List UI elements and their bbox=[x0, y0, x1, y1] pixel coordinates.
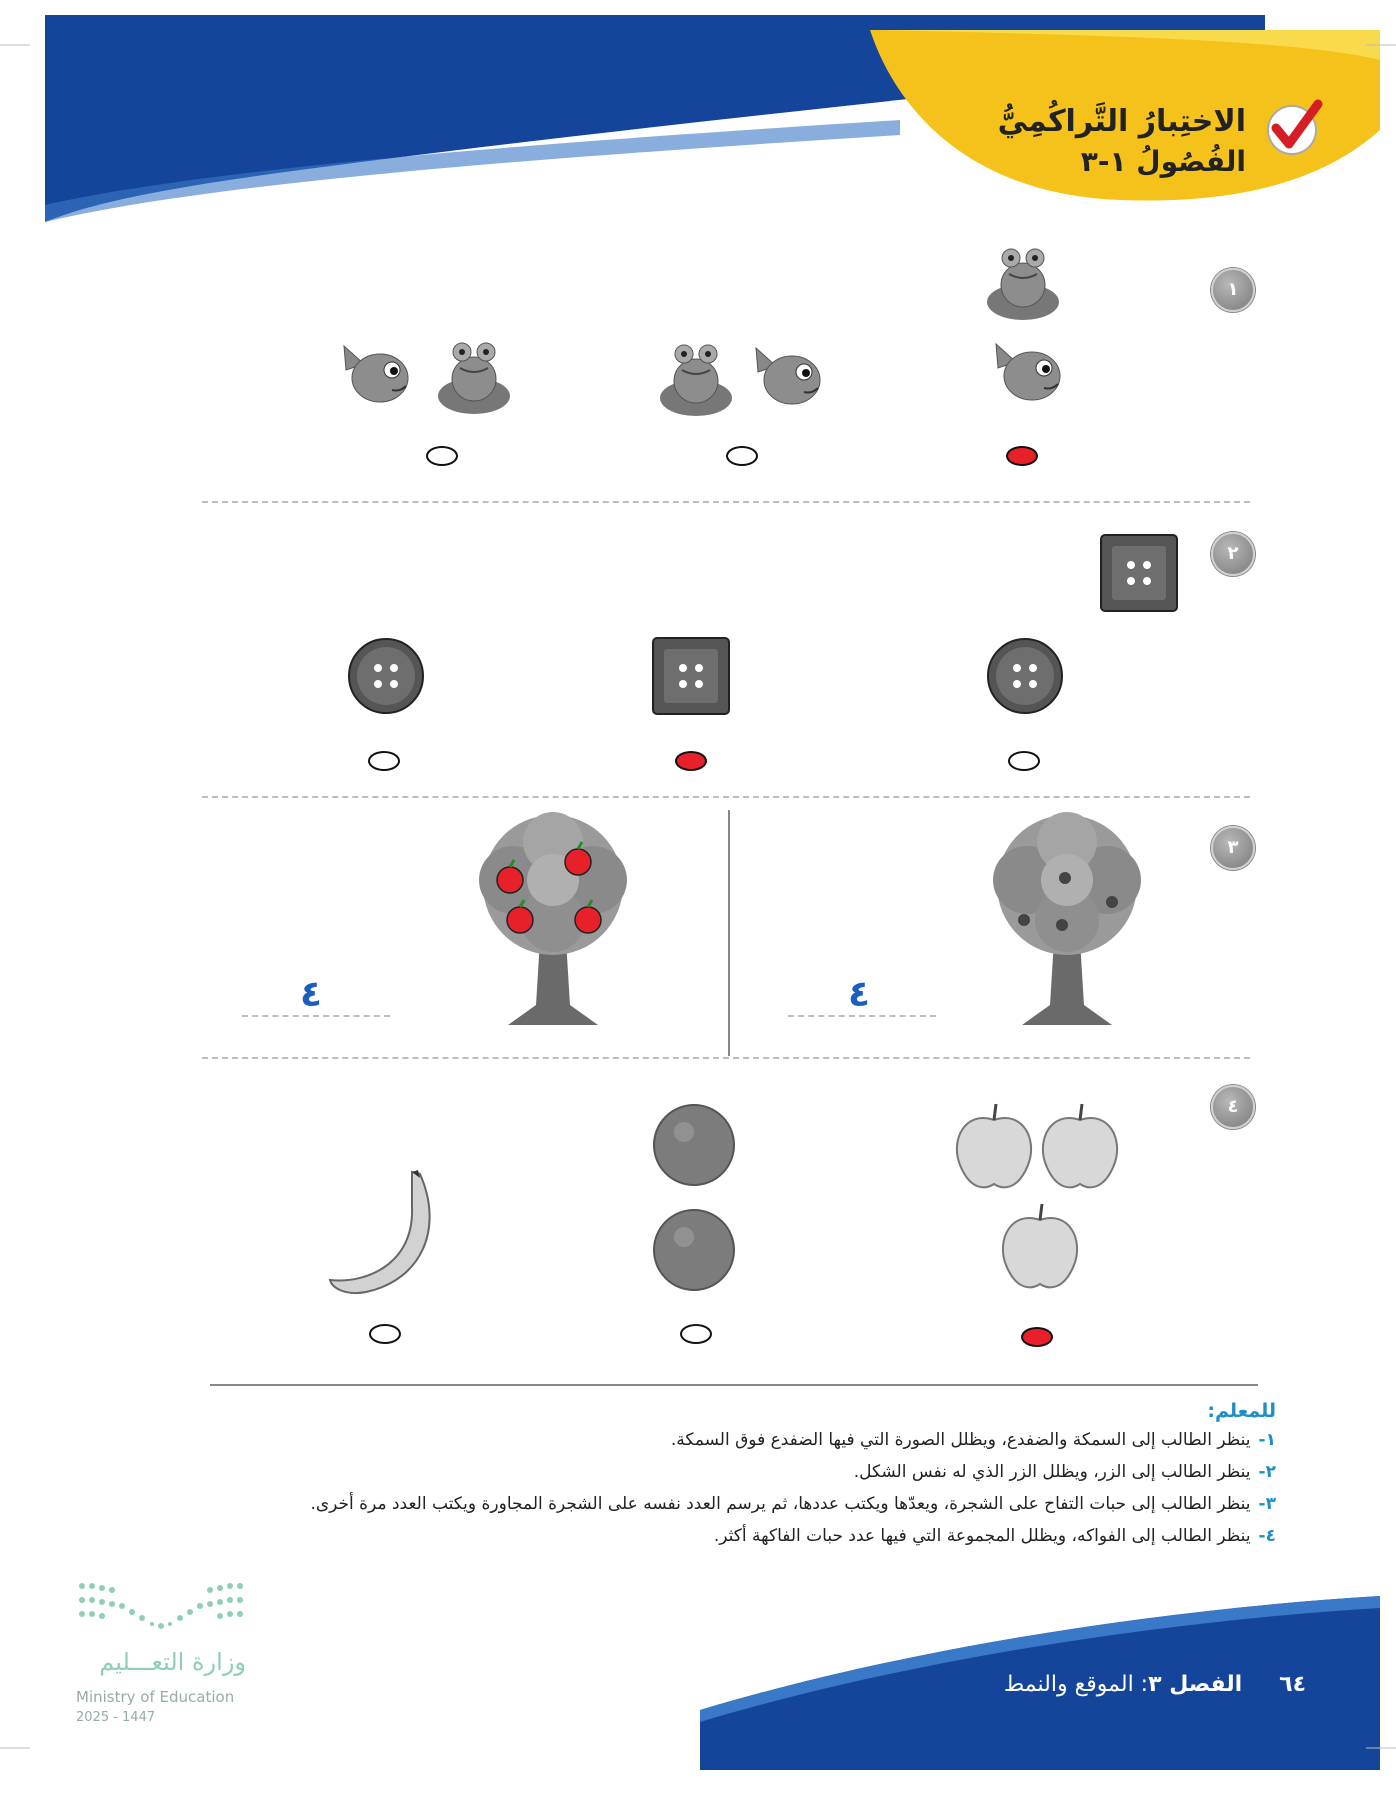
answer-bubble-4a[interactable] bbox=[369, 1324, 401, 1344]
answer-bubble-4b[interactable] bbox=[680, 1324, 712, 1344]
page-title bbox=[998, 104, 1246, 178]
vertical-divider bbox=[728, 810, 730, 1056]
title-line-2: الفُصُولُ ١-٣ bbox=[1080, 145, 1246, 178]
chapter-title: : الموقع والنمط bbox=[1003, 1672, 1149, 1697]
apple-group-icon bbox=[950, 1100, 1130, 1310]
answer-line bbox=[242, 1015, 390, 1017]
banana-icon bbox=[326, 1168, 446, 1298]
answer-bubble-1a[interactable] bbox=[426, 446, 458, 466]
checkmark-icon bbox=[1262, 96, 1324, 158]
divider bbox=[202, 1057, 1250, 1059]
question-number-2: ٢ bbox=[1211, 532, 1255, 576]
orange-group-icon bbox=[650, 1100, 738, 1295]
title-line-1: الاختِبارُ التَّراكُمِيُّ bbox=[997, 104, 1246, 139]
answer-bubble-1c[interactable] bbox=[1006, 446, 1038, 466]
answer-bubble-2c[interactable] bbox=[1008, 751, 1040, 771]
round-button-icon bbox=[347, 637, 425, 715]
handwritten-answer: ٤ bbox=[848, 974, 870, 1015]
tree-icon bbox=[982, 810, 1152, 1035]
teacher-notes bbox=[176, 1400, 1276, 1558]
fish-icon bbox=[336, 334, 416, 414]
notes-heading: للمعلم: bbox=[1207, 1400, 1276, 1422]
ministry-logo-icon bbox=[76, 1580, 246, 1640]
ministry-arabic: وزارة التعـــليم bbox=[99, 1648, 246, 1676]
fish-icon bbox=[748, 336, 828, 416]
frog-icon bbox=[983, 240, 1063, 324]
notes-divider bbox=[210, 1384, 1258, 1386]
question-number-4: ٤ bbox=[1211, 1085, 1255, 1129]
tree-icon bbox=[468, 810, 638, 1035]
answer-bubble-2a[interactable] bbox=[368, 751, 400, 771]
square-button-icon bbox=[1100, 534, 1178, 612]
answer-bubble-4c[interactable] bbox=[1021, 1327, 1053, 1347]
ministry-year: 2025 - 1447 bbox=[76, 1710, 156, 1725]
divider bbox=[202, 501, 1250, 503]
ministry-english: Ministry of Education bbox=[76, 1688, 235, 1706]
frog-icon bbox=[656, 336, 736, 420]
question-number-1: ١ bbox=[1211, 268, 1255, 312]
handwritten-answer: ٤ bbox=[300, 974, 322, 1015]
question-number-3: ٣ bbox=[1211, 826, 1255, 870]
answer-bubble-2b[interactable] bbox=[675, 751, 707, 771]
chapter-label: الفصل ٣ bbox=[1148, 1672, 1243, 1697]
square-button-icon bbox=[652, 637, 730, 715]
note-item: ٤-ينظر الطالب إلى الفواكه، ويظلل المجموعة التي فيها عدد حبات الفاكهة أكثر. bbox=[713, 1526, 1276, 1546]
page-number: ٦٤ bbox=[1279, 1672, 1306, 1697]
note-item: ٣-ينظر الطالب إلى حبات التفاح على الشجرة، ويعدّها ويكتب عددها، ثم يرسم العدد نفسه على الشجرة المجاورة ويكتب العدد مرة أخرى. bbox=[310, 1494, 1276, 1514]
note-item: ١-ينظر الطالب إلى السمكة والضفدع، ويظلل الصورة التي فيها الضفدع فوق السمكة. bbox=[670, 1430, 1276, 1450]
answer-bubble-1b[interactable] bbox=[726, 446, 758, 466]
divider bbox=[202, 796, 1250, 798]
fish-icon bbox=[988, 332, 1068, 412]
answer-line bbox=[788, 1015, 936, 1017]
note-item: ٢-ينظر الطالب إلى الزر، ويظلل الزر الذي له نفس الشكل. bbox=[853, 1462, 1276, 1482]
frog-icon bbox=[434, 334, 514, 418]
round-button-icon bbox=[986, 637, 1064, 715]
footer-text bbox=[1004, 1672, 1306, 1697]
